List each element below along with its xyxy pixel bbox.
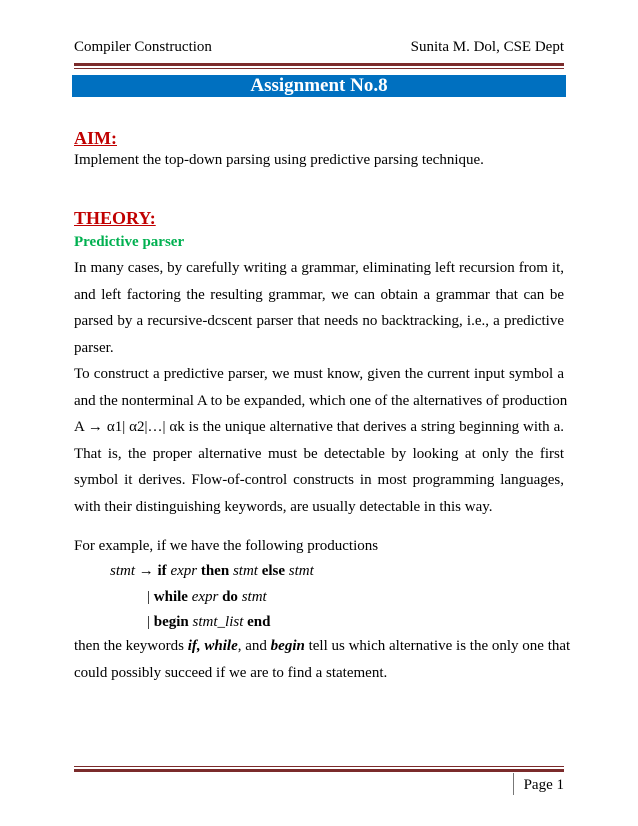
paragraph-line: In many cases, by carefully writing a grammar, eliminating left recursion from it, — [74, 260, 564, 276]
keyword-do: do — [222, 589, 238, 605]
nonterminal: expr — [170, 563, 198, 579]
text-run: , and — [237, 638, 271, 654]
text-run: then the keywords — [74, 638, 188, 654]
footer-rule — [74, 769, 564, 772]
footer-rule-thin — [74, 766, 564, 767]
theory-paragraph-3 — [74, 633, 571, 686]
page-number: Page 1 — [523, 777, 564, 793]
nonterminal: stmt — [232, 563, 258, 579]
nonterminal: stmt_list — [192, 614, 244, 630]
example-intro — [74, 533, 564, 560]
production-lhs: stmt — [110, 563, 136, 579]
keywords-if-while: if, while — [187, 638, 238, 654]
production-3 — [147, 613, 270, 631]
production-2 — [147, 588, 267, 606]
assignment-title: Assignment No.8 — [72, 75, 566, 97]
page-header — [74, 38, 564, 56]
nonterminal: stmt — [288, 563, 314, 579]
paragraph-line: parser. — [74, 339, 114, 356]
text-run: tell us which alternative is the only one that — [304, 638, 571, 654]
alternative-bar: | — [147, 589, 151, 605]
paragraph-line: symbol it derives. Flow-of-control constructs in most programming languages, — [74, 472, 564, 488]
production-arrow: → — [138, 563, 154, 579]
aim-text: Implement the top-down parsing using predictive parsing technique. — [74, 152, 484, 168]
paragraph-line: For example, if we have the following productions — [74, 538, 379, 554]
paragraph-line: To construct a predictive parser, we must know, given the current input symbol a — [74, 366, 564, 382]
paragraph-line: and the nonterminal A to be expanded, which one of the alternatives of production — [74, 392, 568, 409]
header-rule-thin — [74, 68, 564, 69]
keyword-then: then — [200, 563, 230, 579]
keyword-else: else — [261, 563, 286, 579]
predictive-parser-subheading: Predictive parser — [74, 234, 185, 250]
keyword-begin-emphasis: begin — [270, 638, 305, 654]
keyword-if: if — [157, 563, 167, 579]
paragraph-line — [74, 633, 571, 660]
header-rule — [74, 63, 564, 66]
paragraph-line: parsed by a recursive-dcscent parser that needs no backtracking, i.e., a predictive — [74, 313, 564, 329]
theory-paragraph-2 — [74, 361, 568, 520]
production-1 — [110, 562, 314, 580]
paragraph-line: with their distinguishing keywords, are usually detectable in this way. — [74, 498, 493, 515]
paragraph-line: That is, the proper alternative must be detectable by looking at only the first — [74, 445, 564, 462]
theory-paragraph-1 — [74, 255, 564, 361]
header-author: Sunita M. Dol, CSE Dept — [410, 39, 564, 55]
nonterminal: expr — [191, 589, 219, 605]
nonterminal: stmt — [241, 589, 267, 605]
paragraph-line: and left factoring the resulting grammar, we can obtain a grammar that can be — [74, 286, 564, 303]
paragraph-line: could possibly succeed if we are to find a statement. — [74, 664, 388, 681]
keyword-while: while — [153, 589, 188, 605]
aim-heading: AIM: — [74, 128, 117, 148]
paragraph-line: A → α1| α2|…| αk is the unique alternative that derives a string beginning with a. — [74, 419, 564, 435]
alternative-bar: | — [147, 614, 151, 630]
header-course: Compiler Construction — [74, 39, 212, 55]
theory-heading: THEORY: — [74, 208, 156, 228]
keyword-begin: begin — [153, 614, 189, 630]
keyword-end: end — [247, 614, 271, 630]
